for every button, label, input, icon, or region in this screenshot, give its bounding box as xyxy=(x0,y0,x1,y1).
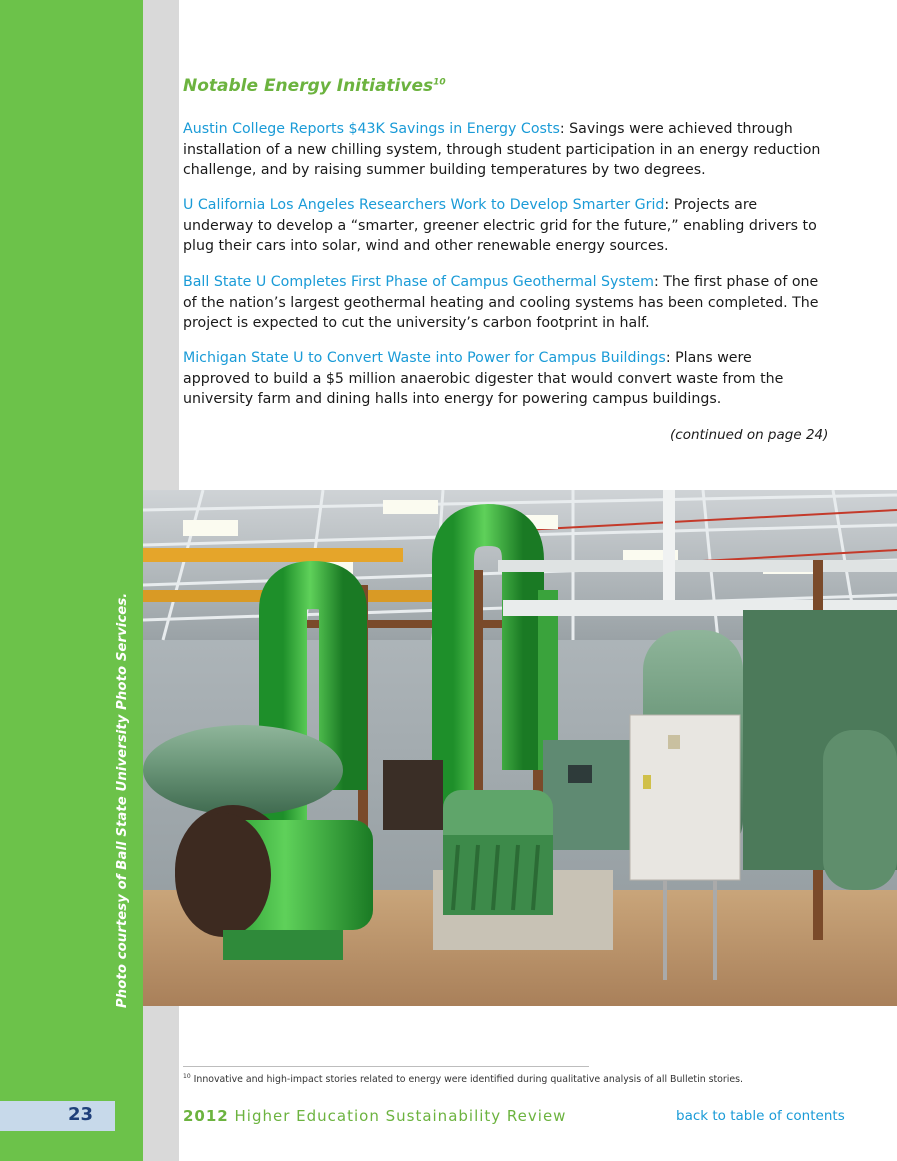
footnote-text: Innovative and high-impact stories related to energy were identified during qualitative analysis of all Bulletin stories. xyxy=(190,1074,744,1086)
initiative-text: : Projects are underway to develop a “smarter, greener electric grid for the future,” enabling drivers to plug their cars into solar, wind and other renewable energy sources. xyxy=(183,197,817,254)
footnote-divider xyxy=(183,1066,589,1067)
photo-credit: Photo courtesy of Ball State University Photo Services. xyxy=(115,592,130,1008)
footnote-ref[interactable]: 10 xyxy=(433,77,446,88)
initiative-text: : The first phase of one of the nation’s largest geothermal heating and cooling systems has been completed. The project is expected to cut the university’s carbon footprint in half. xyxy=(183,274,819,331)
initiative-link-ucla[interactable]: U California Los Angeles Researchers Work to Develop Smarter Grid xyxy=(183,197,665,213)
geothermal-plant-photo xyxy=(143,490,897,1006)
initiative-text: : Savings were achieved through installation of a new chilling system, through student participation in an energy reduction challenge, and by raising summer building temperatures by two degrees. xyxy=(183,121,821,178)
section-heading xyxy=(183,76,446,96)
back-to-toc-link[interactable]: back to table of contents xyxy=(676,1108,845,1124)
footnote xyxy=(183,1073,743,1085)
initiative-link-ball-state[interactable]: Ball State U Completes First Phase of Campus Geothermal System xyxy=(183,274,654,290)
footer-title-text: Higher Education Sustainability Review xyxy=(228,1107,567,1125)
initiative-item xyxy=(183,348,823,410)
initiative-text: : Plans were approved to build a $5 million anaerobic digester that would convert waste from the university farm and dining halls into energy for powering campus buildings. xyxy=(183,350,784,407)
footnote-number: 10 xyxy=(183,1073,191,1080)
initiative-item xyxy=(183,272,823,334)
footer-title xyxy=(183,1107,566,1125)
initiative-link-austin[interactable]: Austin College Reports $43K Savings in Energy Costs xyxy=(183,121,560,137)
initiative-item xyxy=(183,195,823,257)
page-number: 23 xyxy=(67,1104,93,1125)
footer-year: 2012 xyxy=(183,1107,229,1125)
initiative-link-michigan-state[interactable]: Michigan State U to Convert Waste into Power for Campus Buildings xyxy=(183,350,666,366)
section-heading-text: Notable Energy Initiatives xyxy=(183,76,434,96)
continued-note: (continued on page 24) xyxy=(670,427,829,443)
page-number-box xyxy=(0,1101,118,1131)
initiative-item xyxy=(183,119,823,181)
